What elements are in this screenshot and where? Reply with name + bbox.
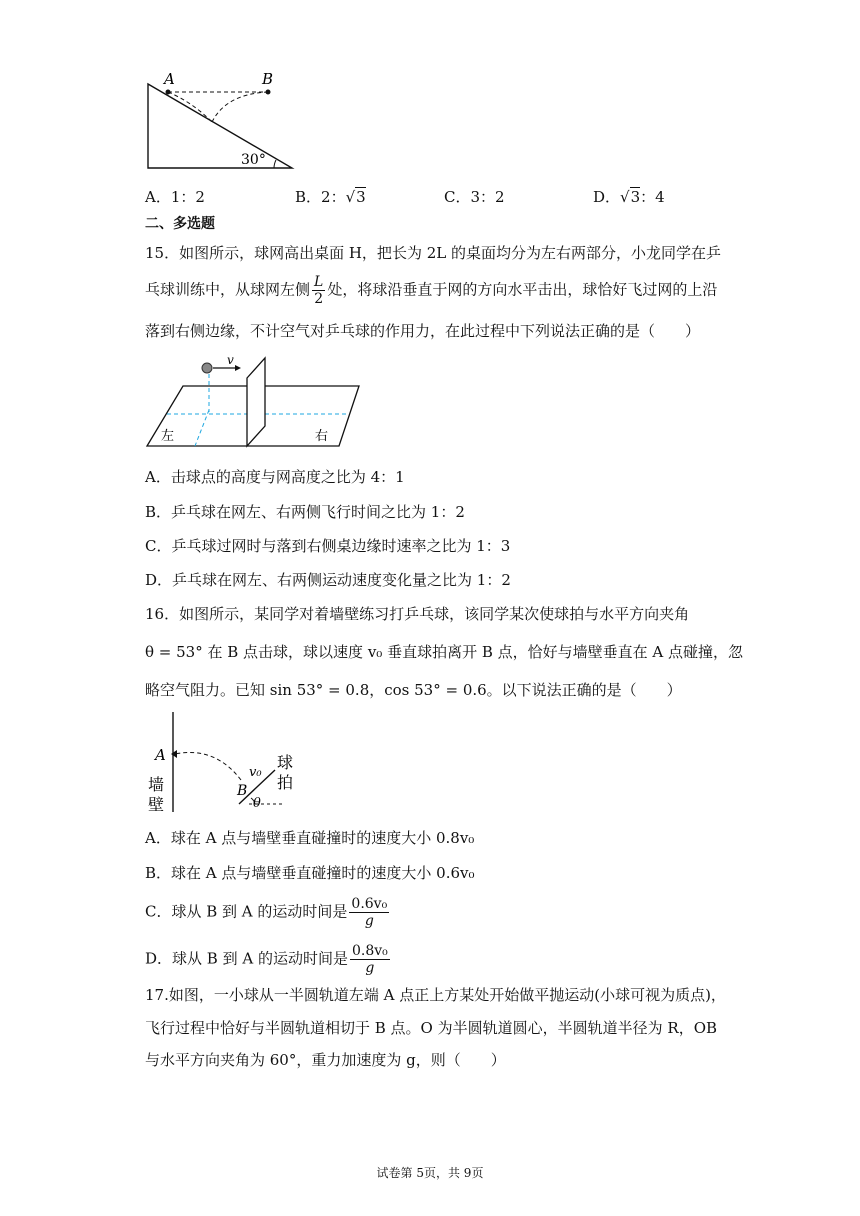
frac-numerator: 0.6v₀ [351, 896, 388, 912]
frac-denominator: 2 [314, 291, 324, 307]
right-side-label: 右 [315, 429, 329, 444]
q17-line-3: 与水平方向夹角为 60°，重力加速度为 g，则（ ） [145, 1051, 506, 1069]
option-text: 2： [321, 188, 346, 206]
velocity-label: v [227, 353, 234, 367]
q15-line-3: 落到右侧边缘，不计空气对乒乓球的作用力，在此过程中下列说法正确的是（ ） [145, 322, 701, 340]
q16-option-c [145, 896, 391, 929]
frac-denominator: g [364, 913, 374, 929]
q16-label-v0: v₀ [249, 765, 262, 780]
q16-option-c-text: C．球从 B 到 A 的运动时间是 [145, 902, 348, 921]
page-footer: 试卷第 5页，共 9页 [376, 1166, 484, 1180]
q14-angle-label: 30° [241, 152, 266, 168]
fraction-c [349, 896, 389, 929]
q15-option-d: D．乒乓球在网左、右两侧运动速度变化量之比为 1：2 [145, 571, 511, 589]
sqrt-value: 3 [356, 188, 366, 206]
q16-line-3: 略空气阻力。已知 sin 53° = 0.8，cos 53° = 0.6。以下说法正确的是（ ） [145, 681, 682, 699]
frac-numerator: 0.8v₀ [351, 943, 388, 959]
racket-label-2: 拍 [277, 773, 294, 792]
wall-label-1: 墙 [148, 775, 165, 794]
q16-label-b: B [237, 783, 248, 799]
option-text: 1：2 [170, 188, 205, 206]
option-key: D． [593, 188, 621, 206]
q15-line-2-start: 乓球训练中，从球网左侧 [145, 280, 311, 299]
q14-incline-figure [140, 62, 310, 174]
option-key: C． [444, 188, 471, 206]
q15-table-figure [145, 352, 367, 452]
q14-option-b: B．2：√3 [295, 188, 366, 206]
q14-option-c [444, 186, 505, 208]
q16-option-d-text: D．球从 B 到 A 的运动时间是 [145, 949, 348, 968]
wall-label-2: 壁 [148, 795, 165, 814]
option-text: ：4 [640, 188, 665, 206]
racket-label-1: 球 [277, 753, 294, 772]
q15-line-1: 15．如图所示，球网高出桌面 H，把长为 2L 的桌面均分为左右两部分，小龙同学在乒 [145, 244, 721, 262]
q16-option-b: B．球在 A 点与墙壁垂直碰撞时的速度大小 0.6v₀ [145, 864, 475, 882]
q15-line-2 [145, 274, 717, 307]
q17-line-2: 飞行过程中恰好与半圆轨道相切于 B 点。O 为半圆轨道圆心，半圆轨道半径为 R，OB [145, 1019, 718, 1037]
sqrt-value: 3 [630, 188, 641, 206]
option-text: 3：2 [470, 188, 505, 206]
option-key: B． [295, 188, 322, 206]
q16-wall-figure [143, 708, 313, 816]
q14-option-a [145, 186, 205, 208]
fraction-l-over-2 [312, 274, 325, 307]
q15-option-b: B．乒乓球在网左、右两侧飞行时间之比为 1：2 [145, 503, 465, 521]
q16-option-d [145, 943, 392, 976]
q15-option-a: A．击球点的高度与网高度之比为 4：1 [145, 468, 405, 486]
q15-line-2-end: 处，将球沿垂直于网的方向水平击出，球恰好飞过网的上沿 [327, 280, 718, 299]
q15-option-c: C．乒乓球过网时与落到右侧桌边缘时速率之比为 1：3 [145, 537, 511, 555]
q14-label-b: B [262, 70, 274, 88]
frac-numerator: L [314, 274, 324, 290]
frac-denominator: g [365, 960, 375, 976]
q14-label-a: A [164, 70, 175, 88]
q16-option-a: A．球在 A 点与墙壁垂直碰撞时的速度大小 0.8v₀ [145, 829, 475, 847]
option-key: A． [145, 188, 171, 206]
q17-line-1: 17.如图，一小球从一半圆轨道左端 A 点正上方某处开始做平抛运动(小球可视为质点)， [145, 986, 726, 1004]
left-side-label: 左 [161, 429, 175, 444]
section-heading: 二、多选题 [145, 216, 215, 232]
theta-label: θ [253, 796, 261, 811]
q14-option-d: D．√3：4 [593, 188, 665, 206]
q16-label-a: A [155, 746, 166, 764]
q16-line-2: θ = 53° 在 B 点击球，球以速度 v₀ 垂直球拍离开 B 点，恰好与墙壁垂直在 A 点碰撞，忽 [145, 643, 744, 661]
q16-line-1: 16．如图所示，某同学对着墙壁练习打乒乓球，该同学某次使球拍与水平方向夹角 [145, 605, 690, 623]
fraction-d [350, 943, 390, 976]
